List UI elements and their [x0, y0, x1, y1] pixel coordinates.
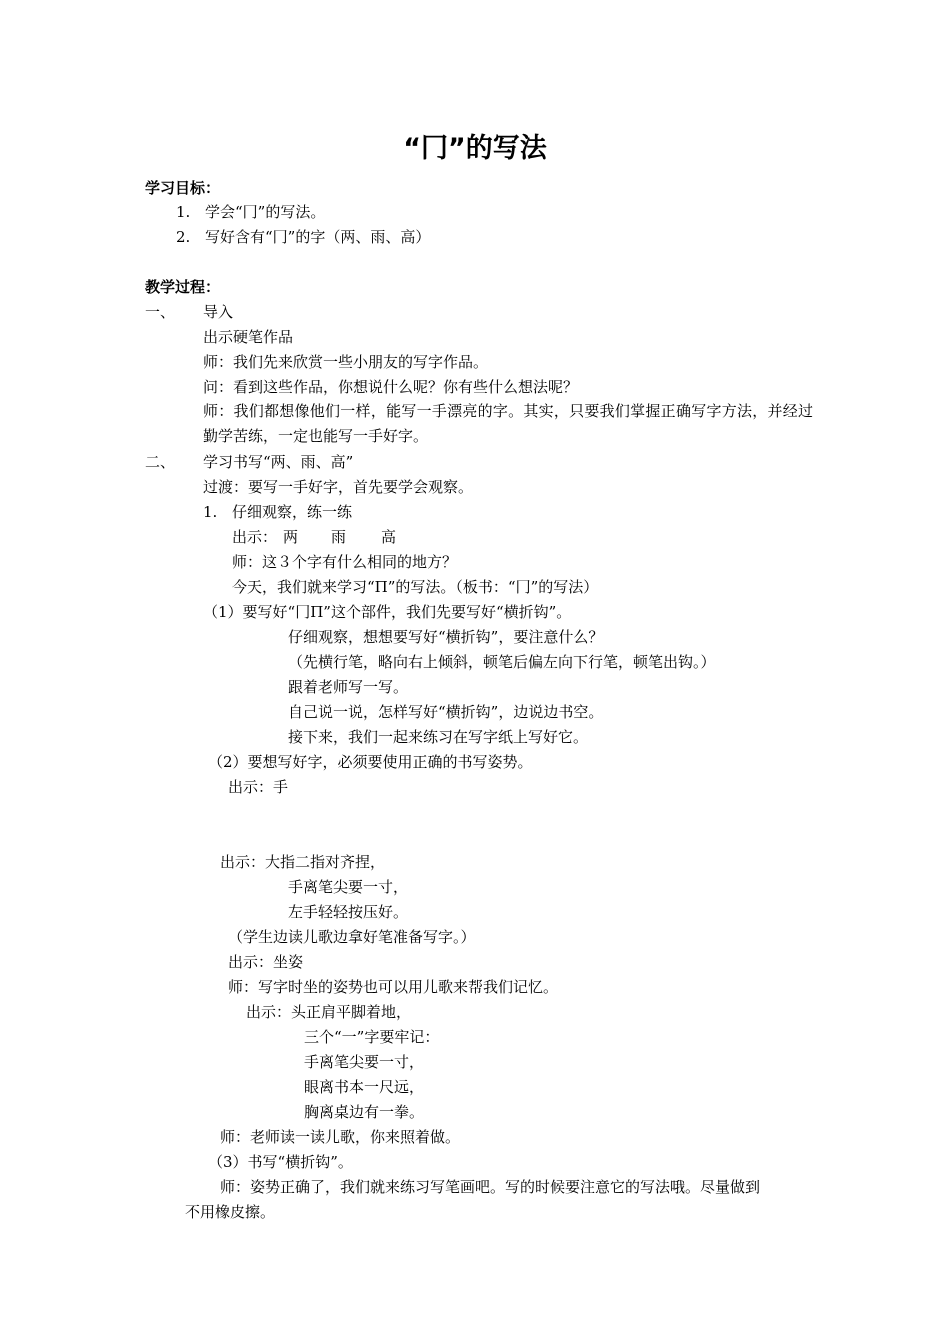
section-2-title: 学习书写“两、雨、高” [203, 453, 354, 471]
rhyme-2-line-4: 眼离书本一尺远， [304, 1078, 425, 1096]
objectives-heading: 学习目标： [145, 179, 221, 197]
teacher-question: 师：这３个字有什么相同的地方？ [232, 553, 458, 571]
point-1-line-2: （先横行笔，略向右上倾斜，顿笔后偏左向下行笔，顿笔出钩。） [288, 653, 716, 671]
objective-2-text: 写好含有“冂”的字（两、雨、高） [205, 228, 431, 246]
sitting-show: 出示：坐姿 [228, 953, 304, 971]
step-1-text: 仔细观察，练一练 [232, 503, 353, 521]
point-3-paragraph-line-2: 不用橡皮擦。 [185, 1203, 276, 1221]
sitting-teacher: 师：写字时坐的姿势也可以用儿歌来帮我们记忆。 [228, 978, 559, 996]
rhyme-1-line-2: 手离笔尖要一寸， [288, 878, 409, 896]
rhyme-2-line-5: 胸离桌边有一拳。 [304, 1103, 425, 1121]
section-2-number: 二、 [145, 453, 176, 471]
section-1-title: 导入 [203, 303, 234, 321]
show-char-3: 高 [381, 528, 397, 546]
rhyme-1-note: （学生边读儿歌边拿好笔准备写字。） [228, 928, 476, 946]
today-intro: 今天，我们就来学习“П”的写法。（板书：“冂”的写法） [232, 578, 599, 596]
step-1-number: 1. [203, 503, 218, 521]
rhyme-2-line-1: 出示：头正肩平脚着地， [246, 1003, 412, 1021]
point-1-line-1: 仔细观察，想想要写好“横折钩”，要注意什么？ [288, 628, 604, 646]
section-1-number: 一、 [145, 303, 176, 321]
rhyme-1-line-3: 左手轻轻按压好。 [288, 903, 409, 921]
rhyme-1-line-1: 出示：大指二指对齐捏， [220, 853, 386, 871]
process-heading: 教学过程： [145, 278, 221, 296]
point-2-show-hand: 出示：手 [228, 778, 289, 796]
show-label: 出示： [232, 528, 278, 546]
section-1-line-2: 师：我们先来欣赏一些小朋友的写字作品。 [203, 353, 489, 371]
point-3-heading: （3）书写“横折钩”。 [208, 1153, 353, 1171]
teacher-read-rhyme: 师：老师读一读儿歌，你来照着做。 [220, 1128, 461, 1146]
rhyme-2-line-2: 三个“一”字要牢记： [304, 1028, 440, 1046]
point-3-paragraph-line-1: 师：姿势正确了，我们就来练习写笔画吧。写的时候要注意它的写法哦。尽量做到 [220, 1178, 761, 1196]
rhyme-2-line-3: 手离笔尖要一寸， [304, 1053, 425, 1071]
point-1-line-4: 自己说一说，怎样写好“横折钩”，边说边书空。 [288, 703, 604, 721]
section-1-paragraph: 师：我们都想像他们一样，能写一手漂亮的字。其实，只要我们掌握正确写字方法，并经过勤学苦练，一定也能写一手好字。 [203, 402, 813, 445]
section-1-line-1: 出示硬笔作品 [203, 328, 294, 346]
show-char-1: 两 [283, 528, 299, 546]
objective-1-number: 1. [176, 203, 191, 221]
point-1-line-5: 接下来，我们一起来练习在写字纸上写好它。 [288, 728, 589, 746]
objective-2-number: 2. [176, 228, 191, 246]
point-1-heading: （1）要写好“冂П”这个部件，我们先要写好“横折钩”。 [203, 603, 572, 621]
transition-text: 过渡：要写一手好字，首先要学会观察。 [203, 478, 474, 496]
point-2-heading: （2）要想写好字，必须要使用正确的书写姿势。 [208, 753, 533, 771]
point-1-line-3: 跟着老师写一写。 [288, 678, 409, 696]
section-1-line-3: 问：看到这些作品，你想说什么呢？你有些什么想法呢？ [203, 378, 579, 396]
show-char-2: 雨 [331, 528, 347, 546]
page-title: “冂”的写法 [403, 133, 547, 164]
objective-1-text: 学会“冂”的写法。 [205, 203, 326, 221]
